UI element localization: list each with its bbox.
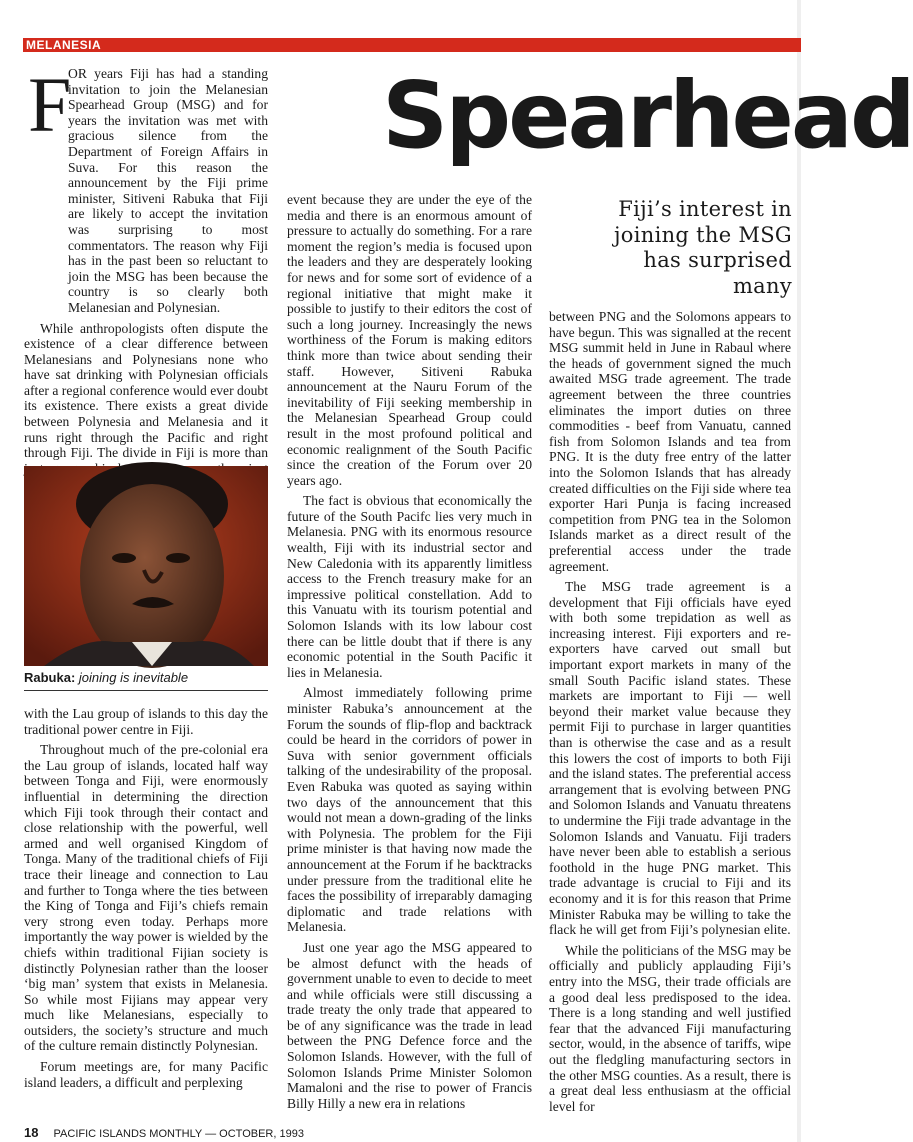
paragraph: While the politicians of the MSG may be officially and publicly applauding Fiji’s entry into the MSG, their trade officials are a good deal less predisposed to the idea. There is a long standing and well justified fear that the advanced Fiji manufacturing sector, would, in the absence of tariffs, wipe out the fledgling manufacturing sectors in the other MSG counties. As a result, there is a great deal less enthusiasm at the official level for [549, 942, 791, 1114]
pull-quote: Fiji’s interest in joining the MSG has surprised many [614, 197, 792, 298]
paragraph: with the Lau group of islands to this day the traditional power centre in Fiji. [24, 706, 268, 737]
page-edge [797, 0, 801, 1142]
section-bar [23, 38, 801, 52]
page-number: 18 [24, 1125, 39, 1140]
photo-caption [24, 670, 268, 685]
paragraph: The MSG trade agreement is a development that Fiji officials have eyed with both some trepidation as well as increasing interest. Fiji exporters and re-exporters have carved out small but important export markets in many of the small South Pacific island states. These markets are important to Fiji — well beyond their market value because they permit Fiji to purchase in larger quantities than is otherwise the case and as a result this lowers the cost of imports to both Fiji and the island states. The preferential access arrangement that is evolving between PNG and Solomon Islands and Vanuatu threatens to undermine the Fiji trade advantage in the Solomon Islands and Vanuatu. Fiji traders have never been able to establish a serious foothold in the huge PNG market. This trade advantage is crucial to Fiji and its economy and it is for this reason that Prime Minister Rabuka may be willing to take the flack he will get from Fiji’s polynesian elite. [549, 579, 791, 938]
headline: Spearhead [382, 62, 913, 169]
rabuka-photo [24, 466, 268, 666]
portrait-image [24, 466, 268, 666]
page-footer [24, 1125, 304, 1140]
paragraph: Almost immediately following prime minister Rabuka’s announcement at the Forum the sounds of flip-flop and backtrack could be heard in the corridors of power in Suva with senior government officials talking of the undesirability of the proposal. Even Rabuka was quoted as saying within two days of the announcement that this would not mean a down-grading of the links with Polynesia. The problem for the Fiji prime minister is that having now made the announcement at the Forum if he backtracks under pressure from the traditional elite he faces the possibility of irreparably damaging diplomatic and trade relations with Melanesia. [287, 685, 532, 935]
caption-name: Rabuka: [24, 670, 76, 685]
paragraph: While anthropologists often dispute the existence of a clear difference between Melanesians and Polynesians none who have sat drinking with Polynesian officials after a regional conference would ever doubt its existence. There exists a great divide between Polynesia and Melanesia and it runs right through the Pacific and right through Fiji. The divide in Fiji is more than [24, 320, 268, 461]
paragraph: OR years Fiji has had a standing invitation to join the Melanesian Spearhead Group (MSG) and for years the invitation was met with gracious silence from the Department of Foreign Affairs in Suva. For this reason the announcement by the Fiji prime minister, Sitiveni Rabuka that Fiji are likely to accept the invitation was surprising to most commentators. The reason why Fiji has in the past been so reluctant to join the MSG has been because the country is so clearly both Melanesian and Polynesian. [68, 66, 268, 315]
drop-cap: F [28, 61, 72, 148]
paragraph: The fact is obvious that economically the future of the South Pacifc lies very much in Melanesia. PNG with its enormous resource wealth, Fiji with its industrial sector and New Caledonia with its apparently limitless access to the French treasury make for an impressive political constellation. Add to this Vanuatu with its tourism potential and Solomon Islands with its low labour cost there can be little doubt that if there is any economic potential in the South Pacific it lies in Melanesia. [287, 493, 532, 680]
caption-text: joining is inevitable [78, 670, 189, 685]
section-label: MELANESIA [26, 38, 102, 52]
paragraph: Forum meetings are, for many Pacific island leaders, a difficult and perplexing [24, 1059, 268, 1090]
caption-rule [24, 690, 268, 691]
column-3 [549, 309, 791, 1119]
paragraph: event because they are under the eye of the media and there is an enormous amount of pressure to actually do something. For a rare moment the region’s media is focused upon the leaders and they are desperately looking for news and for some sort of evidence of a regional initiative that might make it possible to justify to their editors the cost of such a long journey. Increasingly the news worthiness of the Forum is making editors think more than twice about sending their staff. However, Sitiveni Rabuka announcement at the Nauru Forum of the inevitability of Fiji seeking membership in the Melanesian Spearhead Group could result in the most profound political and economic realignment of the South Pacific since the creation of the Forum over 20 years ago. [287, 192, 532, 488]
publication-line: PACIFIC ISLANDS MONTHLY — OCTOBER, 1993 [53, 1128, 304, 1140]
paragraph: Throughout much of the pre-colonial era the Lau group of islands, located half way between Tonga and Fiji, were enormously influential in determining the direction which Fiji took through their contact and close relationship with the powerful, well armed and well organised Kingdom of Tonga. Many of the traditional chiefs of Fiji trace their lineage and connection to Lau and further to Tonga where the ties between the King of Tonga and Fiji’s chiefs remain very strong even today. Perhaps more importantly the way power is wielded by the chiefs within traditional Fijian society is distinctly Polynesian rather than the looser ‘big man’ system that exists in Melanesia. So while most Fijians may appear very much like Melanesians, especially to outsiders, the society’s structure and much of the culture remain distinctly Polynesian. [24, 742, 268, 1054]
column-1-bottom [24, 706, 268, 1095]
column-2 [287, 192, 532, 1116]
column-1-top [24, 61, 268, 513]
paragraph: between PNG and the Solomons appears to have begun. This was signalled at the recent MSG summit held in June in Rabaul where the heads of government signed the much awaited MSG trade agreement. The trade agreement between the three countries eliminates the import duties on three commodities - beef from Vanuatu, canned fish from Solomon Islands and tea from PNG. It is the duty free entry of the latter into the Solomon Islands that has already created difficulties on the Fiji side where tea exporter Hari Punja is facing increased competition from PNG tea in the Solomon Islands market as a direct result of the preferential access under the trade agreement. [549, 309, 791, 574]
paragraph: Just one year ago the MSG appeared to be almost defunct with the heads of government unable to even to decide to meet and while officials were still discussing a trade treaty the only trade that appeared to be of any significance was the trade in lead between the PNG Defence force and the Solomon Islands. However, with the full of Solomon Islands Prime Minister Solomon Mamaloni and the rise to power of Francis Billy Hilly a new era in relations [287, 939, 532, 1111]
